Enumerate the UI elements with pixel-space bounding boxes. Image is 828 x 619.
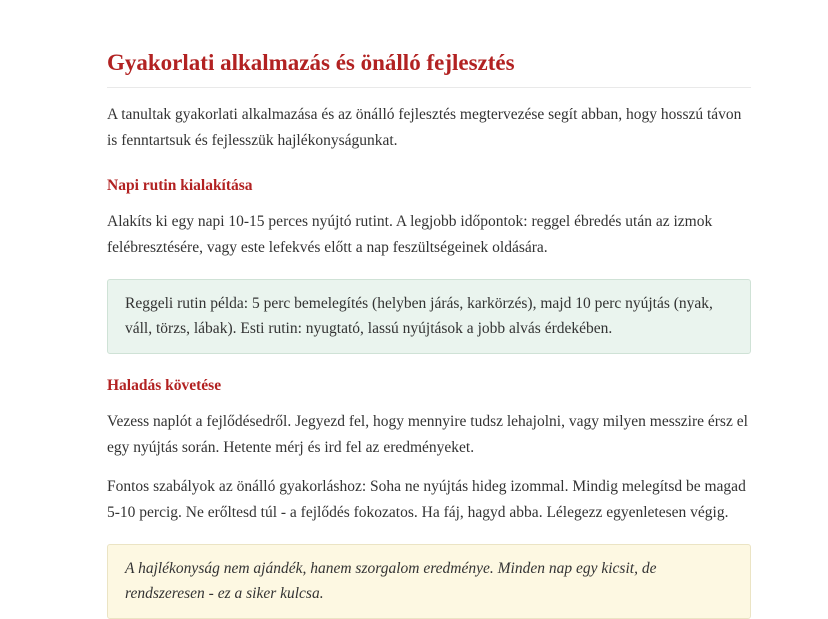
routine-example-note-box [107,279,751,353]
article [107,0,751,619]
intro-paragraph: A tanultak gyakorlati alkalmazása és az önálló fejlesztés megtervezése segít abban, hogy hosszú távon is fenntartsuk és fejlesszük hajlékonyságunkat. [107,106,742,149]
motivational-quote-box [107,544,751,618]
section-heading-progress-tracking: Haladás követése [107,376,222,394]
progress-tracking-paragraph: Vezess naplót a fejlődésedről. Jegyezd fel, hogy mennyire tudsz lehajolni, vagy milyen messzire érsz el egy nyújtás során. Hetente mérj és ird fel az eredményeket. [107,413,748,456]
routine-example-note-text: Reggeli rutin példa: 5 perc bemelegítés (helyben járás, karkörzés), majd 10 perc nyújtás (nyak, váll, törzs, lábak). Esti rutin: nyugtató, lassú nyújtások a jobb alvás érdekében. [125,295,713,338]
daily-routine-paragraph: Alakíts ki egy napi 10-15 perces nyújtó rutint. A legjobb időpontok: reggel ébredés után az izmok felébresztésére, vagy este lefekvés előtt a nap feszültségeinek oldására. [107,213,713,256]
page-title: Gyakorlati alkalmazás és önálló fejlesztés [107,50,751,88]
important-rules-paragraph: Fontos szabályok az önálló gyakorláshoz: Soha ne nyújtás hideg izommal. Mindig melegítsd be magad 5-10 percig. Ne erőltesd túl - a fejlődés fokozatos. Ha fáj, hagyd abba. Lélegezz egyenletesen végig. [107,478,746,521]
section-heading-daily-routine: Napi rutin kialakítása [107,176,253,194]
motivational-quote-text: A hajlékonyság nem ajándék, hanem szorgalom eredménye. Minden nap egy kicsit, de rendszeresen - ez a siker kulcsa. [125,560,657,603]
